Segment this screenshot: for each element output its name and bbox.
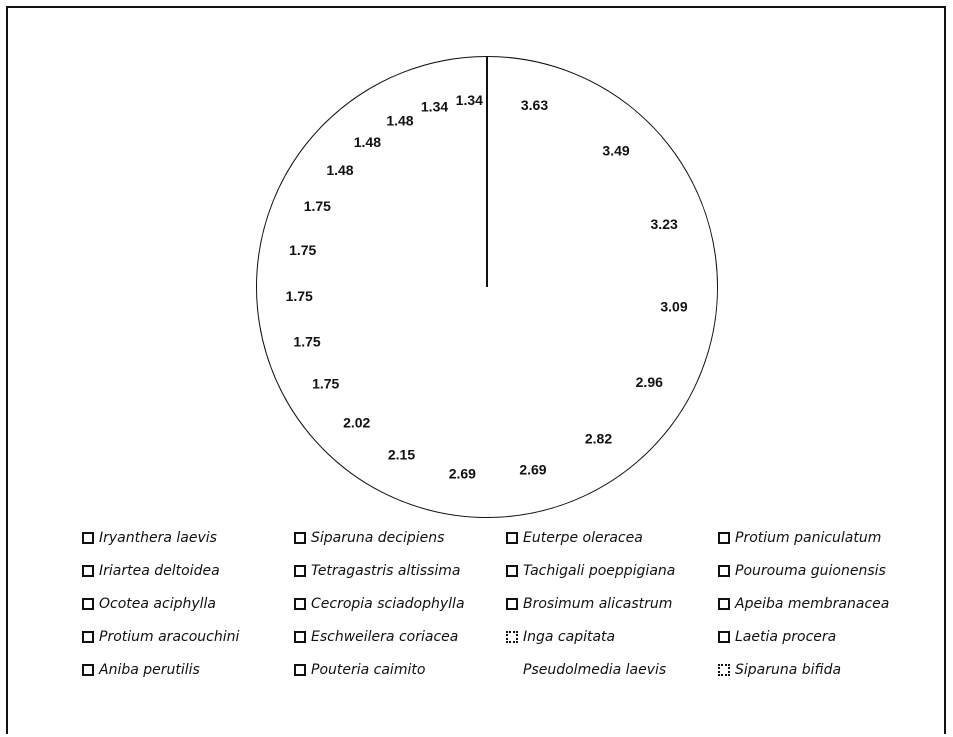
legend-swatch-icon [718,631,730,643]
legend-item [718,660,930,679]
legend-swatch-icon [506,664,518,676]
legend-swatch-icon [294,565,306,577]
legend-label: Apeiba membranacea [735,595,890,612]
legend-label: Eschweilera coriacea [311,628,459,645]
legend-label: Protium paniculatum [735,529,882,546]
legend-swatch-icon [506,631,518,643]
legend-item [506,627,718,646]
legend-swatch-icon [506,598,518,610]
pie-slices [257,57,717,517]
legend-label: Laetia procera [735,628,837,645]
legend-swatch-icon [294,631,306,643]
slice-value-label: 2.69 [519,461,547,478]
legend-label: Inga capitata [523,628,616,645]
legend-swatch-icon [82,532,94,544]
legend-item [294,627,506,646]
chart-legend [82,528,922,679]
legend-item [718,561,930,580]
legend-label: Aniba perutilis [99,661,200,678]
legend-swatch-icon [82,664,94,676]
slice-value-label: 2.15 [387,446,416,463]
legend-swatch-icon [82,598,94,610]
legend-label: Ocotea aciphylla [99,595,216,612]
legend-item [506,594,718,613]
slice-value-label: 2.69 [448,465,476,482]
legend-label: Cecropia sciadophylla [311,595,465,612]
slice-value-label: 1.48 [326,161,354,178]
legend-swatch-icon [506,565,518,577]
legend-swatch-icon [506,532,518,544]
slice-value-label: 3.09 [660,298,688,315]
legend-item [506,660,718,679]
legend-item [718,594,930,613]
legend-item [506,561,718,580]
legend-item [718,627,930,646]
legend-item [82,594,294,613]
slice-value-label: 2.82 [584,430,613,447]
slice-value-label: 1.48 [386,112,414,129]
slice-value-label: 1.34 [420,98,449,115]
slice-value-label: 2.02 [343,414,371,431]
legend-item [294,594,506,613]
legend-swatch-icon [82,565,94,577]
legend-swatch-icon [718,565,730,577]
slice-value-label: 1.75 [303,197,331,214]
legend-label: Iryanthera laevis [99,529,217,546]
slice-value-label: 1.75 [312,375,340,392]
legend-label: Pourouma guionensis [735,562,886,579]
legend-label: Pseudolmedia laevis [523,661,667,678]
legend-label: Brosimum alicastrum [523,595,673,612]
legend-swatch-icon [82,631,94,643]
legend-swatch-icon [294,532,306,544]
legend-swatch-icon [294,664,306,676]
legend-item [294,561,506,580]
slice-value-label: 1.34 [455,91,483,108]
slice-value-label: 3.23 [650,216,678,233]
legend-item [82,627,294,646]
legend-item [82,528,294,547]
legend-label: Siparuna bifida [735,661,842,678]
legend-item [718,528,930,547]
legend-swatch-icon [294,598,306,610]
legend-label: Euterpe oleracea [523,529,643,546]
legend-label: Iriartea deltoidea [99,562,220,579]
slice-value-label: 1.48 [353,133,382,150]
legend-label: Tachigali poeppigiana [523,562,676,579]
slice-value-label: 3.49 [602,142,630,159]
legend-item [294,660,506,679]
legend-label: Siparuna decipiens [311,529,445,546]
legend-item [506,528,718,547]
legend-label: Protium aracouchini [99,628,240,645]
legend-swatch-icon [718,664,730,676]
slice-value-label: 3.63 [520,97,549,114]
slice-value-label: 2.96 [635,373,663,390]
legend-swatch-icon [718,532,730,544]
legend-label: Pouteria caimito [311,661,426,678]
legend-item [82,660,294,679]
slice-value-label: 1.75 [289,241,317,258]
legend-label: Tetragastris altissima [311,562,461,579]
legend-swatch-icon [718,598,730,610]
slice-value-label: 1.75 [293,333,321,350]
legend-item [82,561,294,580]
legend-item [294,528,506,547]
slice-value-label: 1.75 [285,287,313,304]
